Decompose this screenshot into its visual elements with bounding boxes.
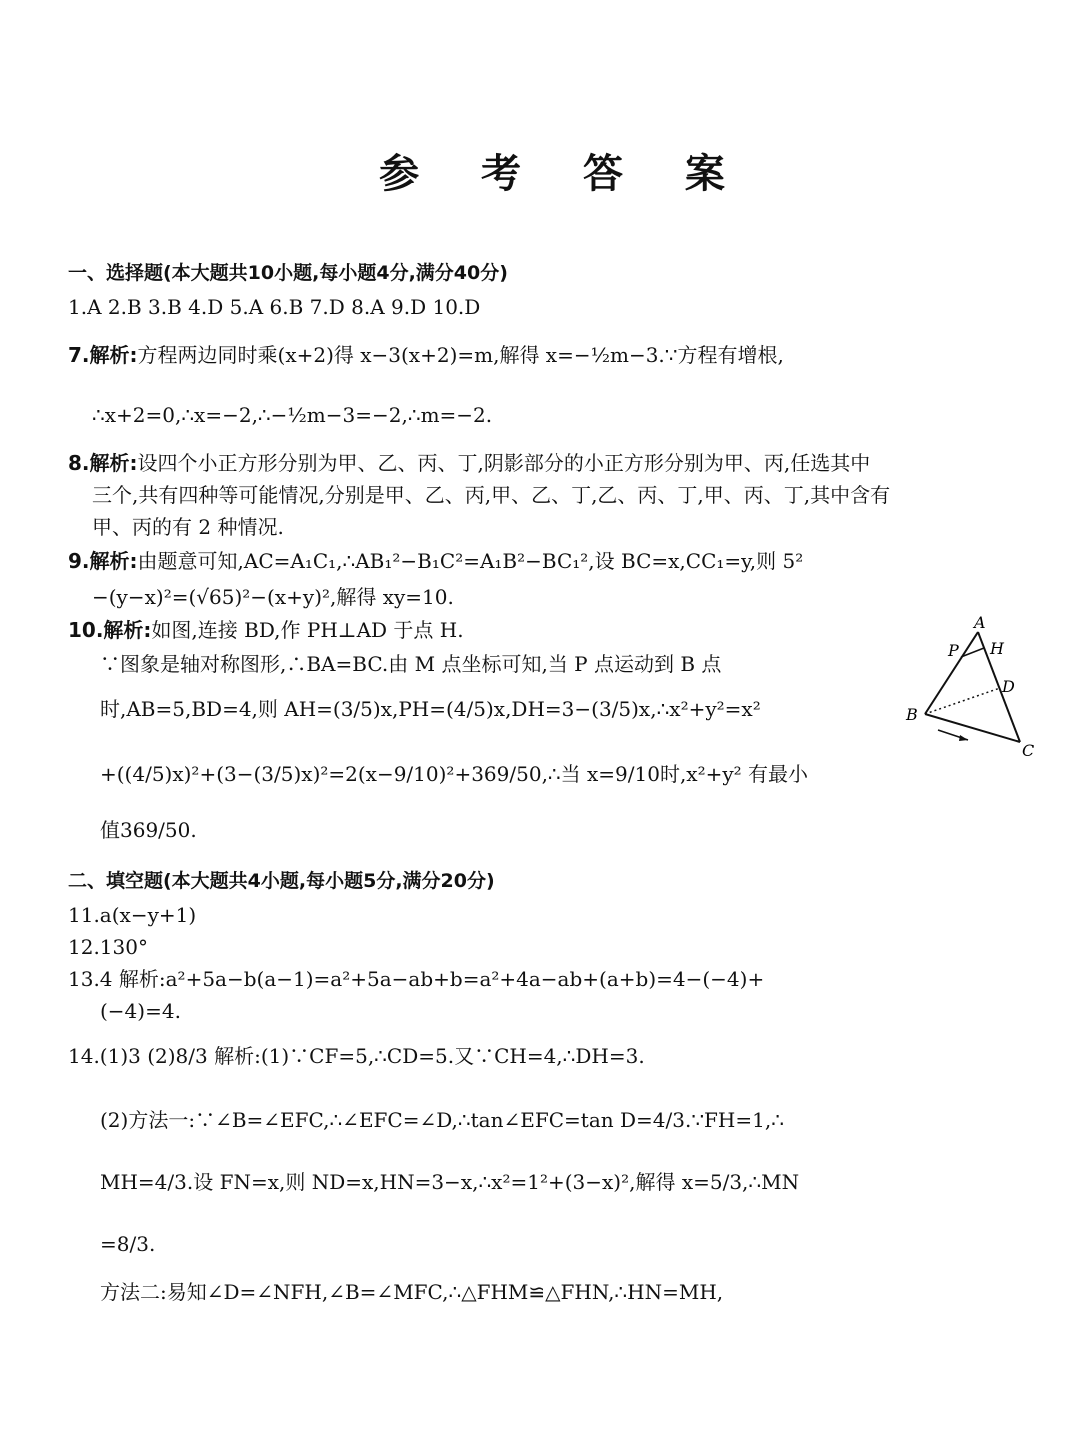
q10-line2: ∵图象是轴对称图形,∴BA=BC.由 M 点坐标可知,当 P 点运动到 B 点 [100, 652, 722, 676]
q10-line4: +((4/5)x)²+(3−(3/5)x)²=2(x−9/10)²+369/50,∴当 x=9/10时,x²+y² 有最小 [100, 762, 809, 786]
fig-label-h: H [990, 639, 1004, 658]
q10-line3: 时,AB=5,BD=4,则 AH=(3/5)x,PH=(4/5)x,DH=3−(3/5)x,∴x²+y²=x² [100, 697, 761, 721]
section1-heading: 一、选择题(本大题共10小题,每小题4分,满分40分) [68, 262, 508, 284]
q11-answer: 11.a(x−y+1) [68, 903, 197, 927]
q14-line5: 方法二:易知∠D=∠NFH,∠B=∠MFC,∴△FHM≌△FHN,∴HN=MH, [100, 1280, 724, 1304]
q7-label: 7.解析: [68, 343, 138, 367]
q14-line3: MH=4/3.设 FN=x,则 ND=x,HN=3−x,∴x²=1²+(3−x)²,解得 x=5/3,∴MN [100, 1170, 800, 1194]
q9-line1 [68, 549, 803, 573]
q9-line2: −(y−x)²=(√65)²−(x+y)²,解得 xy=10. [92, 585, 454, 609]
fig-label-a: A [974, 613, 986, 632]
q14-line2: (2)方法一:∵∠B=∠EFC,∴∠EFC=∠D,∴tan∠EFC=tan D=4/3.∵FH=1,∴ [100, 1108, 784, 1132]
q10-line1 [68, 618, 464, 642]
q9-label: 9.解析: [68, 549, 138, 573]
page-title: 参 考 答 案 [379, 151, 749, 197]
q10-triangle-figure [898, 612, 1038, 762]
q10-text1: 如图,连接 BD,作 PH⊥AD 于点 H. [151, 618, 464, 642]
q8-text1: 设四个小正方形分别为甲、乙、丙、丁,阴影部分的小正方形分别为甲、丙,任选其中 [137, 451, 871, 475]
q8-line3: 甲、丙的有 2 种情况. [92, 515, 284, 539]
q14-line4: =8/3. [100, 1232, 156, 1256]
q8-label: 8.解析: [68, 451, 138, 475]
q7-line1 [68, 343, 784, 367]
q8-line1 [68, 451, 870, 475]
q9-text1: 由题意可知,AC=A₁C₁,∴AB₁²−B₁C²=A₁B²−BC₁²,设 BC=x,CC₁=y,则 5² [137, 549, 804, 573]
q7-line2: ∴x+2=0,∴x=−2,∴−½m−3=−2,∴m=−2. [92, 403, 493, 427]
q10-label: 10.解析: [68, 618, 152, 642]
fig-label-c: C [1022, 741, 1035, 760]
q8-line2: 三个,共有四种等可能情况,分别是甲、乙、丙,甲、乙、丁,乙、丙、丁,甲、丙、丁,其中含有 [92, 483, 891, 507]
section2-heading: 二、填空题(本大题共4小题,每小题5分,满分20分) [68, 870, 495, 892]
q13-line2: (−4)=4. [100, 999, 181, 1023]
fig-label-p: P [948, 641, 959, 660]
segment-bd [925, 688, 1000, 714]
q13-line1: 13.4 解析:a²+5a−b(a−1)=a²+5a−ab+b=a²+4a−ab+(a+b)=4−(−4)+ [68, 967, 765, 991]
fig-label-b: B [906, 705, 918, 724]
side-bc [925, 714, 1020, 742]
q14-line1: 14.(1)3 (2)8/3 解析:(1)∵CF=5,∴CD=5.又∵CH=4,∴DH=3. [68, 1044, 645, 1068]
q10-line5: 值369/50. [100, 818, 197, 842]
q12-answer: 12.130° [68, 935, 148, 959]
motion-arrowhead [959, 735, 968, 741]
q7-text1: 方程两边同时乘(x+2)得 x−3(x+2)=m,解得 x=−½m−3.∵方程有增根, [137, 343, 784, 367]
choice-answers: 1.A 2.B 3.B 4.D 5.A 6.B 7.D 8.A 9.D 10.D [68, 295, 481, 319]
fig-label-d: D [1002, 677, 1015, 696]
